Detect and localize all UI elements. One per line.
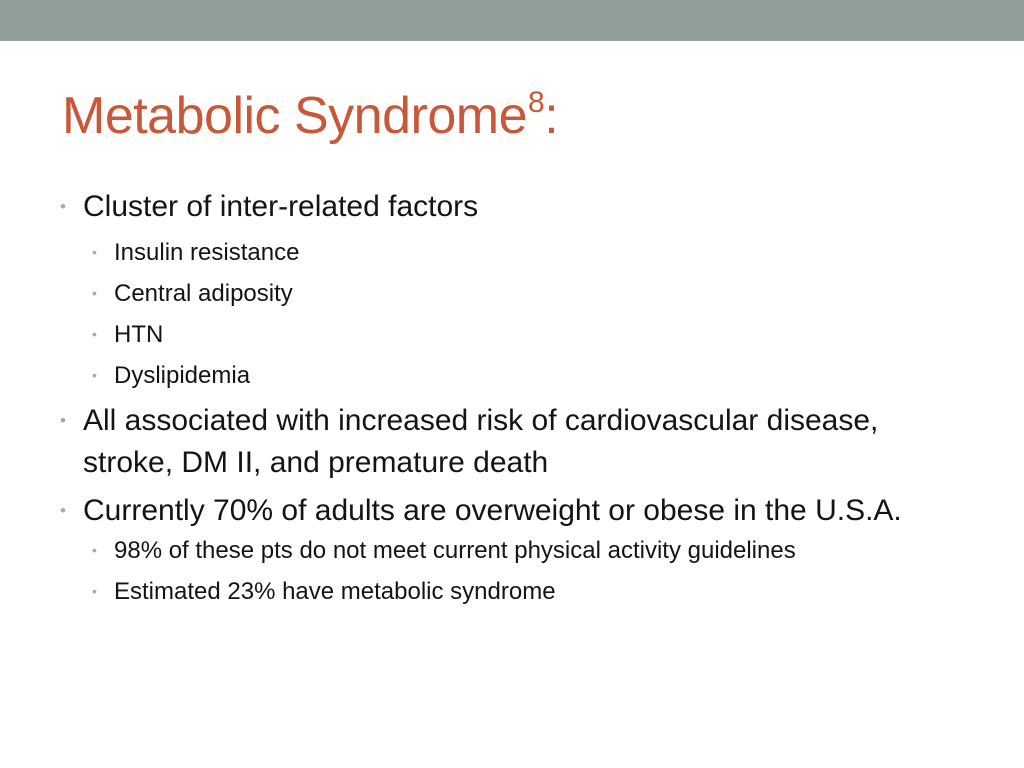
sub-bullet-item: • Dyslipidemia <box>60 355 960 396</box>
sub-bullet-item: • Estimated 23% have metabolic syndrome <box>60 571 960 612</box>
slide-title-superscript: 8 <box>528 85 545 119</box>
sub-bullet-list <box>60 232 960 396</box>
bullet-item: • All associated with increased risk of cardiovascular disease, stroke, DM II, and premature death <box>60 400 960 484</box>
sub-bullet-item: • Central adiposity <box>60 273 960 314</box>
bullet-item: • Cluster of inter-related factors <box>60 186 960 228</box>
slide-title <box>62 82 558 150</box>
sub-bullet-item: • 98% of these pts do not meet current physical activity guidelines <box>60 530 960 571</box>
bullet-item: • Currently 70% of adults are overweight or obese in the U.S.A. <box>60 490 960 532</box>
sub-bullet-item: • Insulin resistance <box>60 232 960 273</box>
top-accent-bar <box>0 0 1024 41</box>
slide-body <box>60 186 960 616</box>
slide-title-suffix: : <box>544 87 559 145</box>
sub-bullet-item: • HTN <box>60 314 960 355</box>
sub-bullet-list <box>60 530 960 612</box>
slide-title-text: Metabolic Syndrome <box>62 87 527 145</box>
